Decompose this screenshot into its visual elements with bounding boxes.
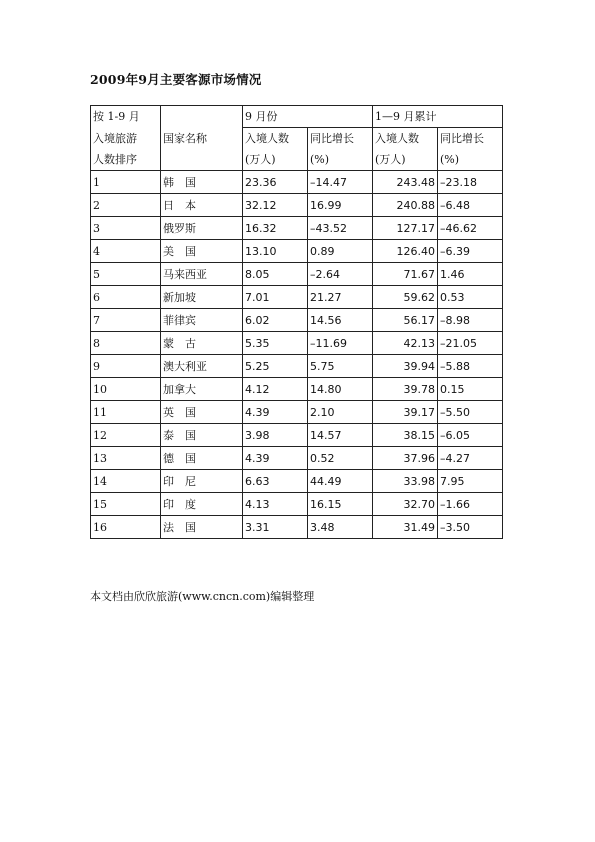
country-cell: 泰 国 [161, 424, 243, 447]
header-row-2 [91, 128, 503, 150]
ytd-growth-header: 同比增长 [438, 128, 503, 150]
table-row [91, 355, 503, 378]
ytd-growth-cell: –6.05 [438, 424, 503, 447]
ytd-arrivals-cell: 33.98 [373, 470, 438, 493]
rank-cell: 4 [91, 240, 161, 263]
rank-cell: 14 [91, 470, 161, 493]
ytd-growth-cell: –1.66 [438, 493, 503, 516]
table-row [91, 447, 503, 470]
table-row [91, 516, 503, 539]
country-cell: 蒙 古 [161, 332, 243, 355]
rank-cell: 11 [91, 401, 161, 424]
sep-growth-cell: 16.99 [308, 194, 373, 217]
rank-cell: 12 [91, 424, 161, 447]
ytd-arrivals-header: 入境人数 [373, 128, 438, 150]
sep-growth-cell: 0.89 [308, 240, 373, 263]
sep-growth-cell: 2.10 [308, 401, 373, 424]
source-market-table [90, 105, 503, 539]
table-row [91, 493, 503, 516]
ytd-arrivals-unit: (万人) [373, 149, 438, 171]
ytd-arrivals-cell: 39.78 [373, 378, 438, 401]
ytd-arrivals-cell: 71.67 [373, 263, 438, 286]
rank-header-line2: 入境旅游 [91, 128, 161, 150]
country-cell: 菲律宾 [161, 309, 243, 332]
sep-arrivals-cell: 4.12 [243, 378, 308, 401]
sep-growth-cell: 14.57 [308, 424, 373, 447]
sep-growth-cell: 21.27 [308, 286, 373, 309]
sep-arrivals-unit: (万人) [243, 149, 308, 171]
sep-arrivals-cell: 8.05 [243, 263, 308, 286]
sep-arrivals-cell: 3.98 [243, 424, 308, 447]
table-row [91, 424, 503, 447]
sep-growth-cell: 3.48 [308, 516, 373, 539]
ytd-growth-cell: –3.50 [438, 516, 503, 539]
sep-growth-cell: –43.52 [308, 217, 373, 240]
ytd-arrivals-cell: 37.96 [373, 447, 438, 470]
table-row [91, 263, 503, 286]
sep-growth-cell: 14.56 [308, 309, 373, 332]
sep-arrivals-cell: 4.39 [243, 401, 308, 424]
country-header: 国家名称 [161, 128, 243, 150]
rank-cell: 15 [91, 493, 161, 516]
source-note: 本文档由欣欣旅游(www.cncn.com)编辑整理 [90, 590, 315, 603]
sep-growth-unit: (%) [308, 149, 373, 171]
ytd-arrivals-cell: 243.48 [373, 171, 438, 194]
document-title: 2009年9月主要客源市场情况 [90, 72, 262, 87]
table-row [91, 470, 503, 493]
ytd-arrivals-cell: 39.17 [373, 401, 438, 424]
country-cell: 美 国 [161, 240, 243, 263]
sep-arrivals-cell: 4.13 [243, 493, 308, 516]
sep-arrivals-cell: 6.02 [243, 309, 308, 332]
table-row [91, 286, 503, 309]
rank-cell: 10 [91, 378, 161, 401]
sep-arrivals-cell: 16.32 [243, 217, 308, 240]
country-cell: 德 国 [161, 447, 243, 470]
ytd-arrivals-cell: 32.70 [373, 493, 438, 516]
table-row [91, 217, 503, 240]
table-row [91, 171, 503, 194]
country-cell: 韩 国 [161, 171, 243, 194]
ytd-arrivals-cell: 31.49 [373, 516, 438, 539]
sep-arrivals-cell: 7.01 [243, 286, 308, 309]
header-row-3 [91, 149, 503, 171]
rank-cell: 16 [91, 516, 161, 539]
sep-growth-cell: 5.75 [308, 355, 373, 378]
country-cell: 印 尼 [161, 470, 243, 493]
sep-growth-cell: –11.69 [308, 332, 373, 355]
rank-header-line1: 按 1-9 月 [91, 106, 161, 128]
sep-growth-cell: –14.47 [308, 171, 373, 194]
country-cell: 马来西亚 [161, 263, 243, 286]
country-header-spacer [161, 106, 243, 128]
sep-growth-cell: 44.49 [308, 470, 373, 493]
ytd-arrivals-cell: 39.94 [373, 355, 438, 378]
country-cell: 新加坡 [161, 286, 243, 309]
sep-growth-cell: –2.64 [308, 263, 373, 286]
rank-cell: 6 [91, 286, 161, 309]
country-cell: 日 本 [161, 194, 243, 217]
country-cell: 加拿大 [161, 378, 243, 401]
sep-arrivals-header: 入境人数 [243, 128, 308, 150]
ytd-growth-cell: –46.62 [438, 217, 503, 240]
sep-arrivals-cell: 32.12 [243, 194, 308, 217]
country-cell: 澳大利亚 [161, 355, 243, 378]
ytd-arrivals-cell: 127.17 [373, 217, 438, 240]
table-row [91, 309, 503, 332]
sep-arrivals-cell: 5.25 [243, 355, 308, 378]
sep-arrivals-cell: 23.36 [243, 171, 308, 194]
sep-growth-cell: 14.80 [308, 378, 373, 401]
table-row [91, 332, 503, 355]
sep-arrivals-cell: 3.31 [243, 516, 308, 539]
ytd-growth-cell: –6.39 [438, 240, 503, 263]
header-row-1 [91, 106, 503, 128]
sep-arrivals-cell: 4.39 [243, 447, 308, 470]
ytd-arrivals-cell: 240.88 [373, 194, 438, 217]
table-row [91, 194, 503, 217]
ytd-arrivals-cell: 126.40 [373, 240, 438, 263]
sep-arrivals-cell: 6.63 [243, 470, 308, 493]
ytd-growth-cell: –23.18 [438, 171, 503, 194]
ytd-growth-cell: –5.50 [438, 401, 503, 424]
ytd-growth-cell: 0.15 [438, 378, 503, 401]
rank-cell: 9 [91, 355, 161, 378]
sep-arrivals-cell: 13.10 [243, 240, 308, 263]
ytd-growth-unit: (%) [438, 149, 503, 171]
ytd-group-header: 1—9 月累计 [373, 106, 503, 128]
ytd-growth-cell: –8.98 [438, 309, 503, 332]
rank-cell: 2 [91, 194, 161, 217]
sep-growth-cell: 16.15 [308, 493, 373, 516]
country-cell: 印 度 [161, 493, 243, 516]
rank-cell: 3 [91, 217, 161, 240]
rank-cell: 13 [91, 447, 161, 470]
sep-growth-header: 同比增长 [308, 128, 373, 150]
ytd-growth-cell: 0.53 [438, 286, 503, 309]
ytd-growth-cell: –5.88 [438, 355, 503, 378]
rank-header-line3: 人数排序 [91, 149, 161, 171]
ytd-growth-cell: –21.05 [438, 332, 503, 355]
sep-arrivals-cell: 5.35 [243, 332, 308, 355]
ytd-growth-cell: 7.95 [438, 470, 503, 493]
ytd-arrivals-cell: 59.62 [373, 286, 438, 309]
sep-growth-cell: 0.52 [308, 447, 373, 470]
table-row [91, 240, 503, 263]
rank-cell: 8 [91, 332, 161, 355]
country-cell: 英 国 [161, 401, 243, 424]
ytd-arrivals-cell: 38.15 [373, 424, 438, 447]
table-row [91, 378, 503, 401]
ytd-growth-cell: –4.27 [438, 447, 503, 470]
september-group-header: 9 月份 [243, 106, 373, 128]
rank-cell: 7 [91, 309, 161, 332]
rank-cell: 5 [91, 263, 161, 286]
ytd-growth-cell: –6.48 [438, 194, 503, 217]
ytd-arrivals-cell: 42.13 [373, 332, 438, 355]
ytd-growth-cell: 1.46 [438, 263, 503, 286]
table-row [91, 401, 503, 424]
country-cell: 法 国 [161, 516, 243, 539]
country-cell: 俄罗斯 [161, 217, 243, 240]
ytd-arrivals-cell: 56.17 [373, 309, 438, 332]
country-header-spacer-2 [161, 149, 243, 171]
rank-cell: 1 [91, 171, 161, 194]
